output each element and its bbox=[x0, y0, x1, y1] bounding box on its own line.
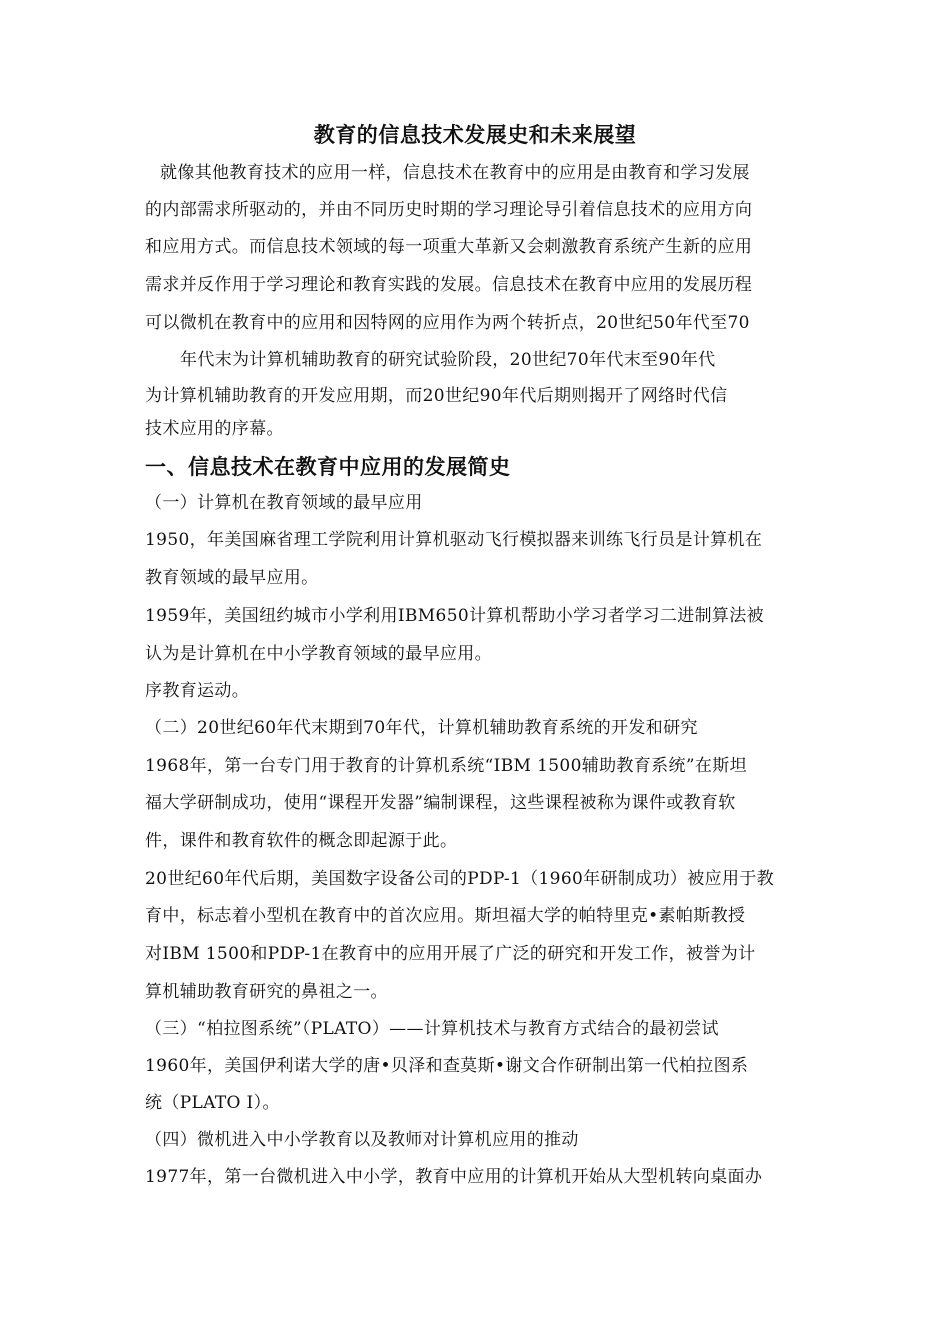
paragraph-line: 为计算机辅助教育的开发应用期，而20世纪90年代后期则揭开了网络时代信 bbox=[145, 386, 728, 406]
paragraph-line: 1950，年美国麻省理工学院利用计算机驱动飞行模拟器来训练飞行员是计算机在 bbox=[145, 530, 763, 550]
paragraph-line: 算机辅助教育研究的鼻祖之一。 bbox=[145, 982, 388, 1002]
paragraph-line: 20世纪60年代后期，美国数字设备公司的PDP-1（1960年研制成功）被应用于教 bbox=[145, 869, 775, 889]
paragraph-line: 1960年，美国伊利诺大学的唐•贝泽和查莫斯•谢文合作研制出第一代柏拉图系 bbox=[145, 1056, 749, 1076]
paragraph-line: 统（PLATO I）。 bbox=[145, 1093, 280, 1113]
paragraph-line: 和应用方式。而信息技术领域的每一项重大革新又会刺激教育系统产生新的应用 bbox=[145, 237, 753, 257]
paragraph-line: 教育领域的最早应用。 bbox=[145, 568, 319, 588]
paragraph-line: 可以微机在教育中的应用和因特网的应用作为两个转折点，20世纪50年代至70 bbox=[145, 313, 750, 333]
paragraph-line: 序教育运动。 bbox=[145, 681, 250, 701]
paragraph-line: 的内部需求所驱动的，并由不同历史时期的学习理论导引着信息技术的应用方向 bbox=[145, 200, 753, 220]
subsection-heading: （一）计算机在教育领域的最早应用 bbox=[145, 493, 423, 513]
paragraph-line: 1968年，第一台专门用于教育的计算机系统“IBM 1500辅助教育系统”在斯坦 bbox=[145, 756, 747, 776]
paragraph-line: 技术应用的序幕。 bbox=[145, 419, 284, 439]
subsection-heading: （二）20世纪60年代末期到70年代，计算机辅助教育系统的开发和研究 bbox=[145, 718, 698, 738]
paragraph-line: 对IBM 1500和PDP-1在教育中的应用开展了广泛的研究和开发工作，被誉为计 bbox=[145, 944, 756, 964]
section-heading: 一、信息技术在教育中应用的发展简史 bbox=[145, 455, 511, 479]
subsection-heading: （三）“柏拉图系统”（PLATO）——计算机技术与教育方式结合的最初尝试 bbox=[145, 1019, 719, 1039]
paragraph-line: 件，课件和教育软件的概念即起源于此。 bbox=[145, 831, 458, 851]
paragraph-line: 就像其他教育技术的应用一样，信息技术在教育中的应用是由教育和学习发展 bbox=[160, 163, 750, 183]
paragraph-line: 需求并反作用于学习理论和教育实践的发展。信息技术在教育中应用的发展历程 bbox=[145, 275, 753, 295]
paragraph-line: 育中，标志着小型机在教育中的首次应用。斯坦福大学的帕特里克•素帕斯教授 bbox=[145, 906, 746, 926]
paragraph-line: 年代末为计算机辅助教育的研究试验阶段，20世纪70年代末至90年代 bbox=[180, 350, 716, 370]
subsection-heading: （四）微机进入中小学教育以及教师对计算机应用的推动 bbox=[145, 1130, 579, 1150]
paragraph-line: 福大学研制成功，使用“课程开发器”编制课程，这些课程被称为课件或教育软 bbox=[145, 793, 736, 813]
document-title: 教育的信息技术发展史和未来展望 bbox=[313, 123, 637, 147]
paragraph-line: 1959年，美国纽约城市小学利用IBM650计算机帮助小学习者学习二进制算法被 bbox=[145, 606, 764, 626]
paragraph-line: 1977年，第一台微机进入中小学，教育中应用的计算机开始从大型机转向桌面办 bbox=[145, 1167, 763, 1187]
paragraph-line: 认为是计算机在中小学教育领域的最早应用。 bbox=[145, 644, 492, 664]
